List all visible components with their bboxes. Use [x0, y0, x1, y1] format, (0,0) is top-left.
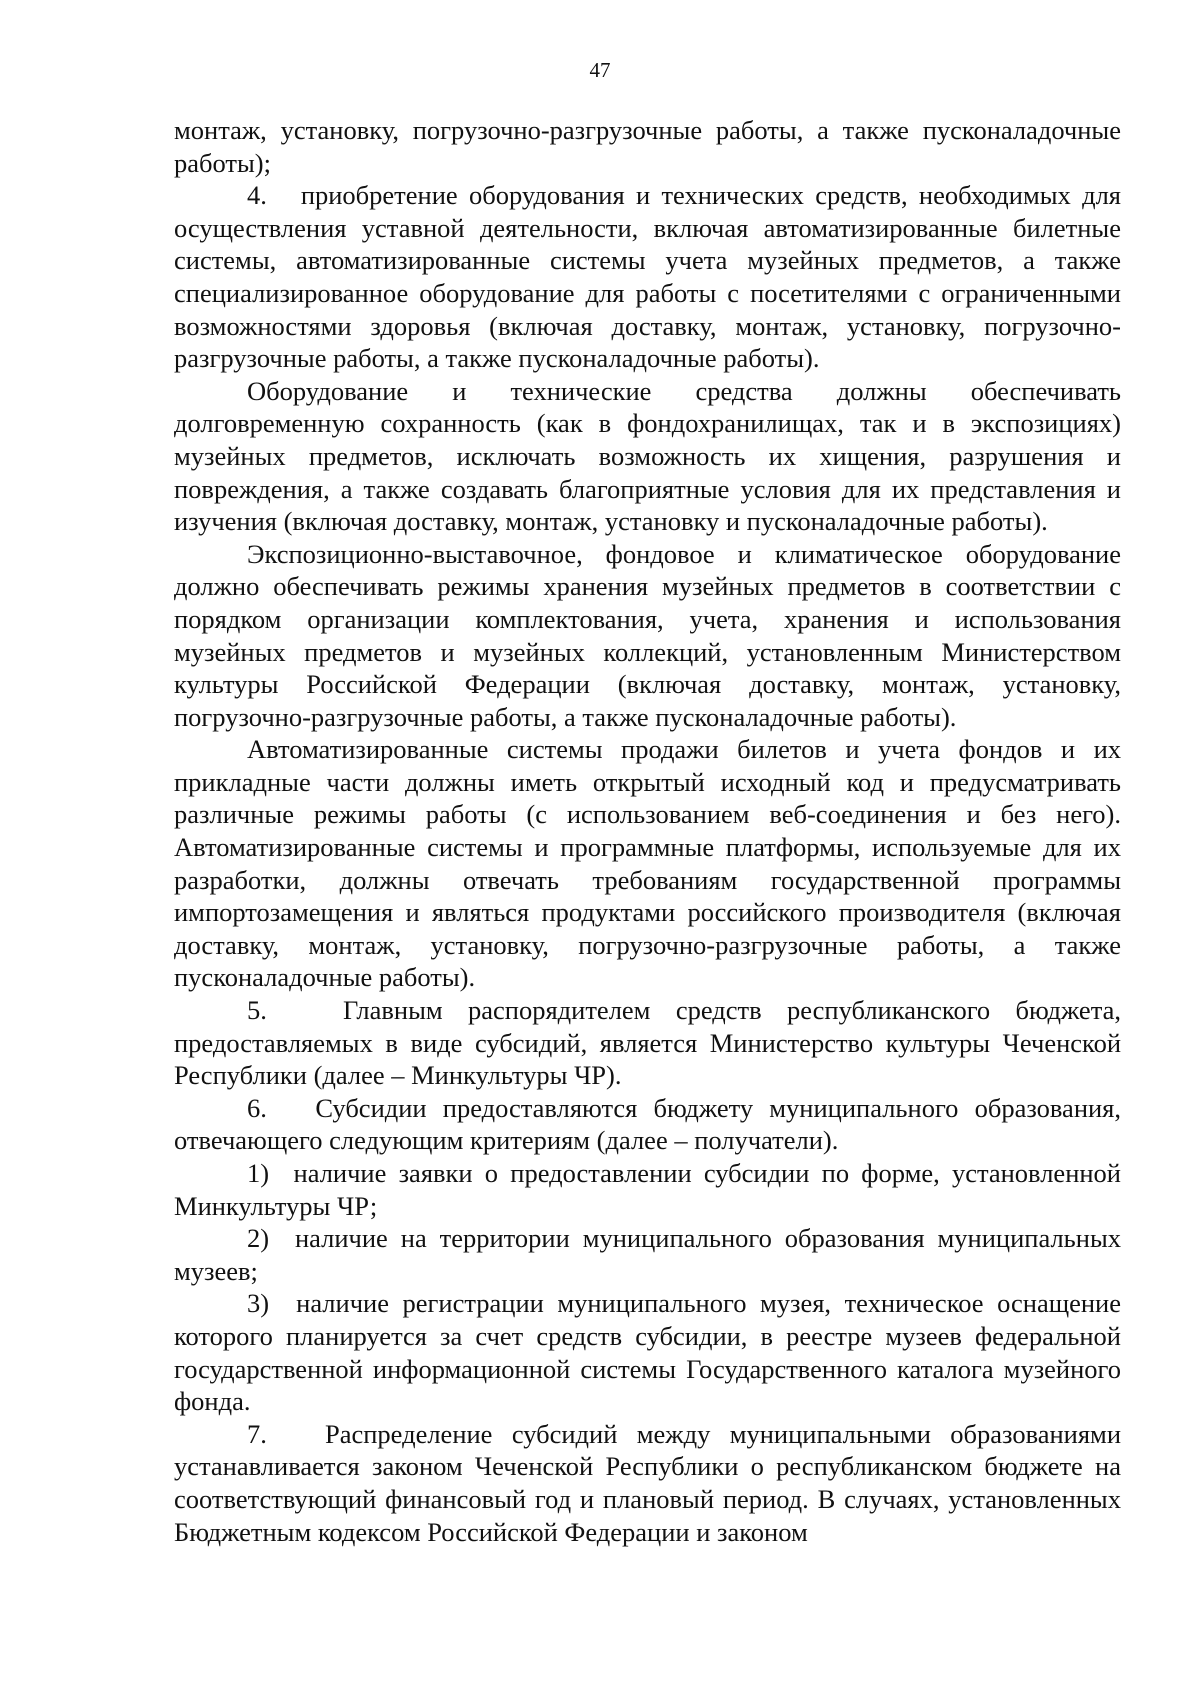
paragraph-item-6: 6. Субсидии предоставляются бюджету муниципального образования, отвечающего следующим критериям (далее – получатели). [174, 1092, 1121, 1156]
paragraph-criterion-2: 2) наличие на территории муниципального образования муниципальных музеев; [174, 1223, 1121, 1286]
paragraph-equipment-requirements: Оборудование и технические средства должны обеспечивать долговременную сохранность (как в фондохранилищах, так и в экспозициях) музейных предметов, исключать возможность их хищения, разрушения и повреждения, а также создавать благоприятные условия для их представления и изучения (включая доставку, монтаж, установку и пусконаладочные работы). [174, 375, 1121, 537]
paragraph-exhibition-equipment: Экспозиционно-выставочное, фондовое и климатическое оборудование должно обеспечивать режимы хранения музейных предметов в соответствии с порядком организации комплектования, учета, хранения и использования музейных предметов и музейных коллекций, установленным Министерством культуры Российской Федерации (включая доставку, монтаж, установку, погрузочно-разгрузочные работы, а также пусконаладочные работы). [174, 538, 1121, 732]
paragraph-continuation: монтаж, установку, погрузочно-разгрузочные работы, а также пусконаладочные работы); [174, 115, 1121, 178]
paragraph-item-7: 7. Распределение субсидий между муниципальными образованиями устанавливается законом Чеченской Республики о республиканском бюджете на соответствующий финансовый год и плановый период. В случаях, установленных Бюджетным кодексом Российской Федерации и законом [174, 1418, 1121, 1547]
page-number: 47 [589, 58, 611, 82]
paragraph-automated-systems: Автоматизированные системы продажи билетов и учета фондов и их прикладные части должны иметь открытый исходный код и предусматривать различные режимы работы (с использованием веб-соединения и без него). Автоматизированные системы и программные платформы, используемые для их разработки, должны отвечать требованиям государственной программы импортозамещения и являться продуктами российского производителя (включая доставку, монтаж, установку, погрузочно-разгрузочные работы, а также пусконаладочные работы). [174, 734, 1121, 993]
document-body [174, 114, 1121, 1548]
paragraph-criterion-3: 3) наличие регистрации муниципального музея, техническое оснащение которого планируется за счет средств субсидии, в реестре музеев федеральной государственной информационной системы Государственного каталога музейного фонда. [174, 1288, 1121, 1417]
paragraph-criterion-1: 1) наличие заявки о предоставлении субсидии по форме, установленной Минкультуры ЧР; [174, 1158, 1121, 1221]
paragraph-item-5: 5. Главным распорядителем средств республиканского бюджета, предоставляемых в виде субсидий, является Министерство культуры Чеченской Республики (далее – Минкультуры ЧР). [174, 995, 1121, 1091]
paragraph-item-4: 4. приобретение оборудования и технических средств, необходимых для осуществления уставной деятельности, включая автоматизированные билетные системы, автоматизированные системы учета музейных предметов, а также специализированное оборудование для работы с посетителями с ограниченными возможностями здоровья (включая доставку, монтаж, установку, погрузочно-разгрузочные работы, а также пусконаладочные работы). [174, 180, 1121, 374]
